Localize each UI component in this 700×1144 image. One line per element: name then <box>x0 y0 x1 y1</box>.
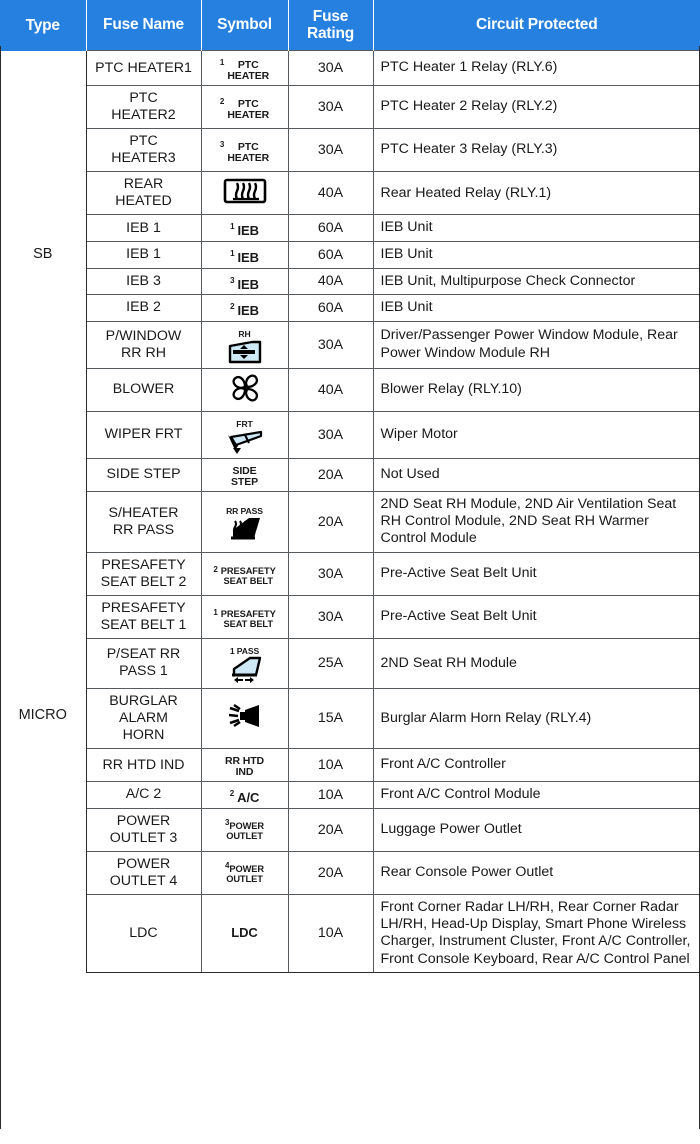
fuse-rating-cell: 20A <box>288 808 373 851</box>
fuse-rating-cell: 30A <box>288 552 373 595</box>
fuse-name-cell <box>86 368 201 411</box>
circuit-protected-cell: Pre-Active Seat Belt Unit <box>373 552 700 595</box>
symbol-cell <box>201 782 288 809</box>
circuit-protected-cell: Wiper Motor <box>373 411 700 458</box>
symbol-cell <box>201 368 288 411</box>
circuit-protected-cell: 2ND Seat RH Module <box>373 638 700 688</box>
fuse-rating-cell: 60A <box>288 241 373 268</box>
fuse-name-line1: PTC HEATER1 <box>95 59 192 76</box>
fuse-name-cell <box>86 51 201 86</box>
table-row <box>0 808 700 851</box>
fuse-name-line1: P/WINDOW <box>105 327 182 344</box>
fuse-name-cell <box>86 172 201 215</box>
fuse-name-line1: WIPER FRT <box>104 426 183 443</box>
circuit-protected-cell: Not Used <box>373 458 700 491</box>
ptc-heater-1-symbol-index: 1 <box>219 58 225 67</box>
fuse-rating-cell: 10A <box>288 749 373 782</box>
ac-2-symbol-line1: A/C <box>237 790 260 806</box>
ieb-1-symbol-index: 1 <box>230 222 235 232</box>
table-row <box>0 411 700 458</box>
power-seat-icon-label: 1 PASS <box>229 645 260 656</box>
presafety-seat-belt-2-symbol <box>213 567 275 587</box>
symbol-cell <box>201 86 288 129</box>
fuse-name-line1: POWER <box>116 812 171 829</box>
presafety-seat-belt-1-symbol-line1: PRESAFETY <box>220 609 276 620</box>
presafety-seat-belt-1-symbol-line2: SEAT BELT <box>223 618 273 629</box>
fuse-name-cell <box>86 321 201 368</box>
fuse-name-line1: RR HTD IND <box>102 756 185 773</box>
watermark <box>510 1004 700 1143</box>
fuse-rating-cell: 30A <box>288 321 373 368</box>
fuse-name-line1: PRESAFETY <box>101 556 186 573</box>
circuit-protected-cell: PTC Heater 3 Relay (RLY.3) <box>373 129 700 172</box>
table-row <box>0 552 700 595</box>
symbol-cell <box>201 411 288 458</box>
type-cell-micro: MICRO <box>0 458 86 972</box>
circuit-protected-cell: PTC Heater 2 Relay (RLY.2) <box>373 86 700 129</box>
fuse-rating-cell: 30A <box>288 129 373 172</box>
table-row <box>0 491 700 552</box>
ptc-heater-1-symbol-line1: PTC <box>237 59 259 71</box>
fuse-rating-cell: 40A <box>288 268 373 295</box>
fuse-name-line2: OUTLET 3 <box>109 829 178 846</box>
fuse-rating-cell: 40A <box>288 368 373 411</box>
fuse-name-cell <box>86 782 201 809</box>
table-row <box>0 688 700 748</box>
presafety-seat-belt-1-symbol <box>213 610 275 630</box>
rear-heated-indicator-symbol-line1: RR HTD <box>224 755 265 768</box>
table-row <box>0 368 700 411</box>
table-header <box>0 0 700 51</box>
symbol-cell <box>201 295 288 322</box>
fuse-name-line1: IEB 1 <box>126 219 161 236</box>
fuse-name-line1: POWER <box>116 855 171 872</box>
table-row <box>0 782 700 809</box>
fuse-rating-cell: 10A <box>288 894 373 972</box>
symbol-cell <box>201 491 288 552</box>
table-row <box>0 172 700 215</box>
fuse-name-line1: PTC <box>129 133 158 150</box>
symbol-cell <box>201 51 288 86</box>
symbol-cell <box>201 321 288 368</box>
ieb-3-symbol <box>230 275 259 292</box>
table-row <box>0 295 700 322</box>
fuse-name-cell <box>86 749 201 782</box>
symbol-cell <box>201 215 288 242</box>
power-outlet-4-symbol <box>225 862 264 885</box>
fuse-name-line2: OUTLET 4 <box>109 872 178 889</box>
side-step-symbol-line2: STEP <box>230 475 259 488</box>
fuse-name-cell <box>86 595 201 638</box>
power-outlet-4-symbol-line1: 4POWER <box>225 861 264 875</box>
ptc-heater-2-symbol-index: 2 <box>219 97 225 107</box>
symbol-cell <box>201 458 288 491</box>
fuse-name-line2: RR PASS <box>112 521 175 538</box>
symbol-cell <box>201 268 288 295</box>
circuit-protected-cell: Front A/C Control Module <box>373 782 700 809</box>
table-row <box>0 894 700 972</box>
rear-heated-indicator-symbol-line2: IND <box>235 766 254 779</box>
table-row <box>0 595 700 638</box>
fuse-rating-cell: 30A <box>288 51 373 86</box>
fuse-name-cell <box>86 638 201 688</box>
header-fuse-rating-line1: Fuse <box>312 7 349 25</box>
fuse-name-line1: PTC <box>129 90 158 107</box>
ac-2-symbol <box>230 791 260 805</box>
header-fuse-name: Fuse Name <box>86 0 201 51</box>
blower-fan-icon <box>228 372 261 404</box>
circuit-protected-cell: IEB Unit <box>373 295 700 322</box>
fuse-name-line1: BLOWER <box>112 381 175 398</box>
circuit-protected-cell: Pre-Active Seat Belt Unit <box>373 595 700 638</box>
fuse-name-line3: HORN <box>122 726 165 743</box>
ieb-1-symbol-line1: IEB <box>237 249 259 265</box>
circuit-protected-cell: IEB Unit, Multipurpose Check Connector <box>373 268 700 295</box>
header-type: Type <box>0 0 86 51</box>
table-row <box>0 851 700 894</box>
horn-icon <box>229 704 261 729</box>
header-fuse-rating <box>288 0 373 51</box>
table-row <box>0 458 700 491</box>
presafety-seat-belt-2-symbol-index: 2 <box>213 565 218 575</box>
fuse-rating-cell: 20A <box>288 491 373 552</box>
ptc-heater-1-symbol <box>220 60 269 82</box>
fuse-rating-cell: 20A <box>288 458 373 491</box>
circuit-protected-cell: Driver/Passenger Power Window Module, Rear Power Window Module RH <box>373 321 700 368</box>
fuse-name-line2: PASS 1 <box>119 663 168 680</box>
symbol-cell <box>201 749 288 782</box>
fuse-rating-cell: 25A <box>288 638 373 688</box>
fuse-rating-cell: 30A <box>288 595 373 638</box>
fuse-name-line1: P/SEAT RR <box>106 646 181 663</box>
fuse-rating-cell: 10A <box>288 782 373 809</box>
power-seat-icon <box>227 647 263 685</box>
fuse-name-line1: S/HEATER <box>108 504 179 521</box>
ptc-heater-2-symbol-line1: PTC <box>237 98 259 111</box>
fuse-name-line2: SEAT BELT 2 <box>100 573 187 590</box>
fuse-name-line2: HEATER3 <box>111 150 176 167</box>
symbol-cell <box>201 172 288 215</box>
presafety-seat-belt-2-symbol-line2: SEAT BELT <box>223 575 273 586</box>
ldc-symbol-line1: LDC <box>231 925 258 941</box>
heated-seat-icon <box>226 507 263 542</box>
symbol-cell <box>201 688 288 748</box>
fuse-name-line1: REAR <box>123 176 164 193</box>
table-row <box>0 321 700 368</box>
presafety-seat-belt-1-symbol-index: 1 <box>213 608 218 618</box>
circuit-protected-cell: IEB Unit <box>373 241 700 268</box>
circuit-protected-cell: Rear Console Power Outlet <box>373 851 700 894</box>
ldc-symbol <box>231 926 257 940</box>
side-step-symbol-line1: SIDE <box>232 464 257 477</box>
ieb-1-symbol <box>230 224 259 238</box>
symbol-cell <box>201 129 288 172</box>
header-circuit-protected: Circuit Protected <box>373 0 700 51</box>
fuse-name-line1: IEB 1 <box>126 246 161 263</box>
power-window-icon-label: RH <box>238 328 251 339</box>
fuse-name-line2: SEAT BELT 1 <box>100 616 187 633</box>
fuse-name-line1: A/C 2 <box>125 786 162 803</box>
fuse-rating-cell: 30A <box>288 86 373 129</box>
table-row <box>0 215 700 242</box>
fuse-name-line1: IEB 2 <box>126 299 161 316</box>
fuse-rating-cell: 60A <box>288 295 373 322</box>
circuit-protected-cell: Front A/C Controller <box>373 749 700 782</box>
header-symbol: Symbol <box>201 0 288 51</box>
ptc-heater-3-symbol-line2: HEATER <box>227 152 270 165</box>
fuse-name-cell <box>86 894 201 972</box>
table-row <box>0 638 700 688</box>
fuse-name-line1: PRESAFETY <box>101 599 186 616</box>
ptc-heater-2-symbol <box>220 99 269 121</box>
circuit-protected-cell: 2ND Seat RH Module, 2ND Air Ventilation Seat RH Control Module, 2ND Seat RH Warmer Control Module <box>373 491 700 552</box>
fuse-name-cell <box>86 688 201 748</box>
circuit-protected-cell: Blower Relay (RLY.10) <box>373 368 700 411</box>
table-row <box>0 129 700 172</box>
fuse-name-line1: SIDE STEP <box>106 466 181 483</box>
fuse-name-cell <box>86 268 201 295</box>
table-body <box>0 51 700 973</box>
table-row <box>0 51 700 86</box>
fuse-name-cell <box>86 808 201 851</box>
circuit-protected-cell: Luggage Power Outlet <box>373 808 700 851</box>
table-row <box>0 241 700 268</box>
heated-seat-icon-label: RR PASS <box>226 505 263 516</box>
fuse-rating-cell: 15A <box>288 688 373 748</box>
fuse-name-line2: HEATER2 <box>111 107 176 124</box>
ieb-1-symbol-index: 1 <box>230 248 235 258</box>
table-row <box>0 268 700 295</box>
symbol-cell <box>201 595 288 638</box>
ieb-3-symbol-index: 3 <box>230 275 235 285</box>
symbol-cell <box>201 552 288 595</box>
type-cell-sb: SB <box>0 51 86 459</box>
ieb-1-symbol <box>230 248 259 265</box>
circuit-protected-cell: Burglar Alarm Horn Relay (RLY.4) <box>373 688 700 748</box>
power-outlet-3-symbol-line1: 3POWER <box>225 818 264 832</box>
symbol-cell <box>201 241 288 268</box>
rear-heated-indicator-symbol <box>225 756 264 778</box>
circuit-protected-cell: PTC Heater 1 Relay (RLY.6) <box>373 51 700 86</box>
fuse-rating-cell: 20A <box>288 851 373 894</box>
ptc-heater-3-symbol <box>220 142 269 164</box>
ieb-1-symbol-line1: IEB <box>237 223 259 239</box>
power-outlet-3-symbol-line2: OUTLET <box>226 831 263 842</box>
symbol-cell <box>201 638 288 688</box>
fuse-name-line2: RR RH <box>121 344 166 361</box>
symbol-cell <box>201 851 288 894</box>
ieb-2-symbol <box>230 304 259 318</box>
ptc-heater-1-symbol-line2: HEATER <box>227 70 270 83</box>
fuse-name-cell <box>86 491 201 552</box>
fuse-name-line1: BURGLAR <box>109 692 178 709</box>
ieb-2-symbol-index: 2 <box>230 302 235 312</box>
circuit-protected-cell: Front Corner Radar LH/RH, Rear Corner Radar LH/RH, Head-Up Display, Smart Phone Wireless Charger, Instrument Cluster, Front A/C Controller, Front Console Keyboard, Rear A/C Control Panel <box>373 894 700 972</box>
circuit-protected-cell: Rear Heated Relay (RLY.1) <box>373 172 700 215</box>
fuse-rating-cell: 60A <box>288 215 373 242</box>
presafety-seat-belt-2-symbol-line1: PRESAFETY <box>220 566 276 577</box>
side-step-symbol <box>231 466 258 488</box>
windshield-wiper-icon <box>225 420 265 455</box>
table-row <box>0 86 700 129</box>
fuse-name-cell <box>86 215 201 242</box>
power-outlet-3-symbol <box>225 819 264 842</box>
fuse-name-cell <box>86 129 201 172</box>
header-fuse-rating-line2: Rating <box>306 25 355 42</box>
fuse-name-cell <box>86 295 201 322</box>
symbol-cell <box>201 808 288 851</box>
fuse-rating-cell: 40A <box>288 172 373 215</box>
fuse-name-line2: HEATED <box>115 193 172 210</box>
ptc-heater-3-symbol-index: 3 <box>219 140 225 150</box>
ptc-heater-2-symbol-line2: HEATER <box>227 109 270 122</box>
fuse-name-cell <box>86 851 201 894</box>
symbol-cell <box>201 894 288 972</box>
fuse-name-cell <box>86 552 201 595</box>
ieb-3-symbol-line1: IEB <box>237 276 259 292</box>
rear-defroster-icon <box>223 177 267 205</box>
ptc-heater-3-symbol-line1: PTC <box>237 141 259 154</box>
fuse-name-cell <box>86 241 201 268</box>
power-window-icon <box>226 330 264 365</box>
fuse-name-line1: LDC <box>129 924 158 941</box>
fuse-name-cell <box>86 458 201 491</box>
fuse-rating-cell: 30A <box>288 411 373 458</box>
power-outlet-4-symbol-line2: OUTLET <box>226 874 263 885</box>
fuse-name-cell <box>86 411 201 458</box>
fuse-name-line1: IEB 3 <box>126 272 161 289</box>
circuit-protected-cell: IEB Unit <box>373 215 700 242</box>
ieb-2-symbol-line1: IEB <box>237 303 259 319</box>
fuse-name-line2: ALARM <box>119 709 168 726</box>
header-row <box>0 0 700 51</box>
table-row <box>0 749 700 782</box>
fuse-name-cell <box>86 86 201 129</box>
ac-2-symbol-index: 2 <box>229 789 235 799</box>
windshield-wiper-icon-label: FRT <box>236 418 253 429</box>
